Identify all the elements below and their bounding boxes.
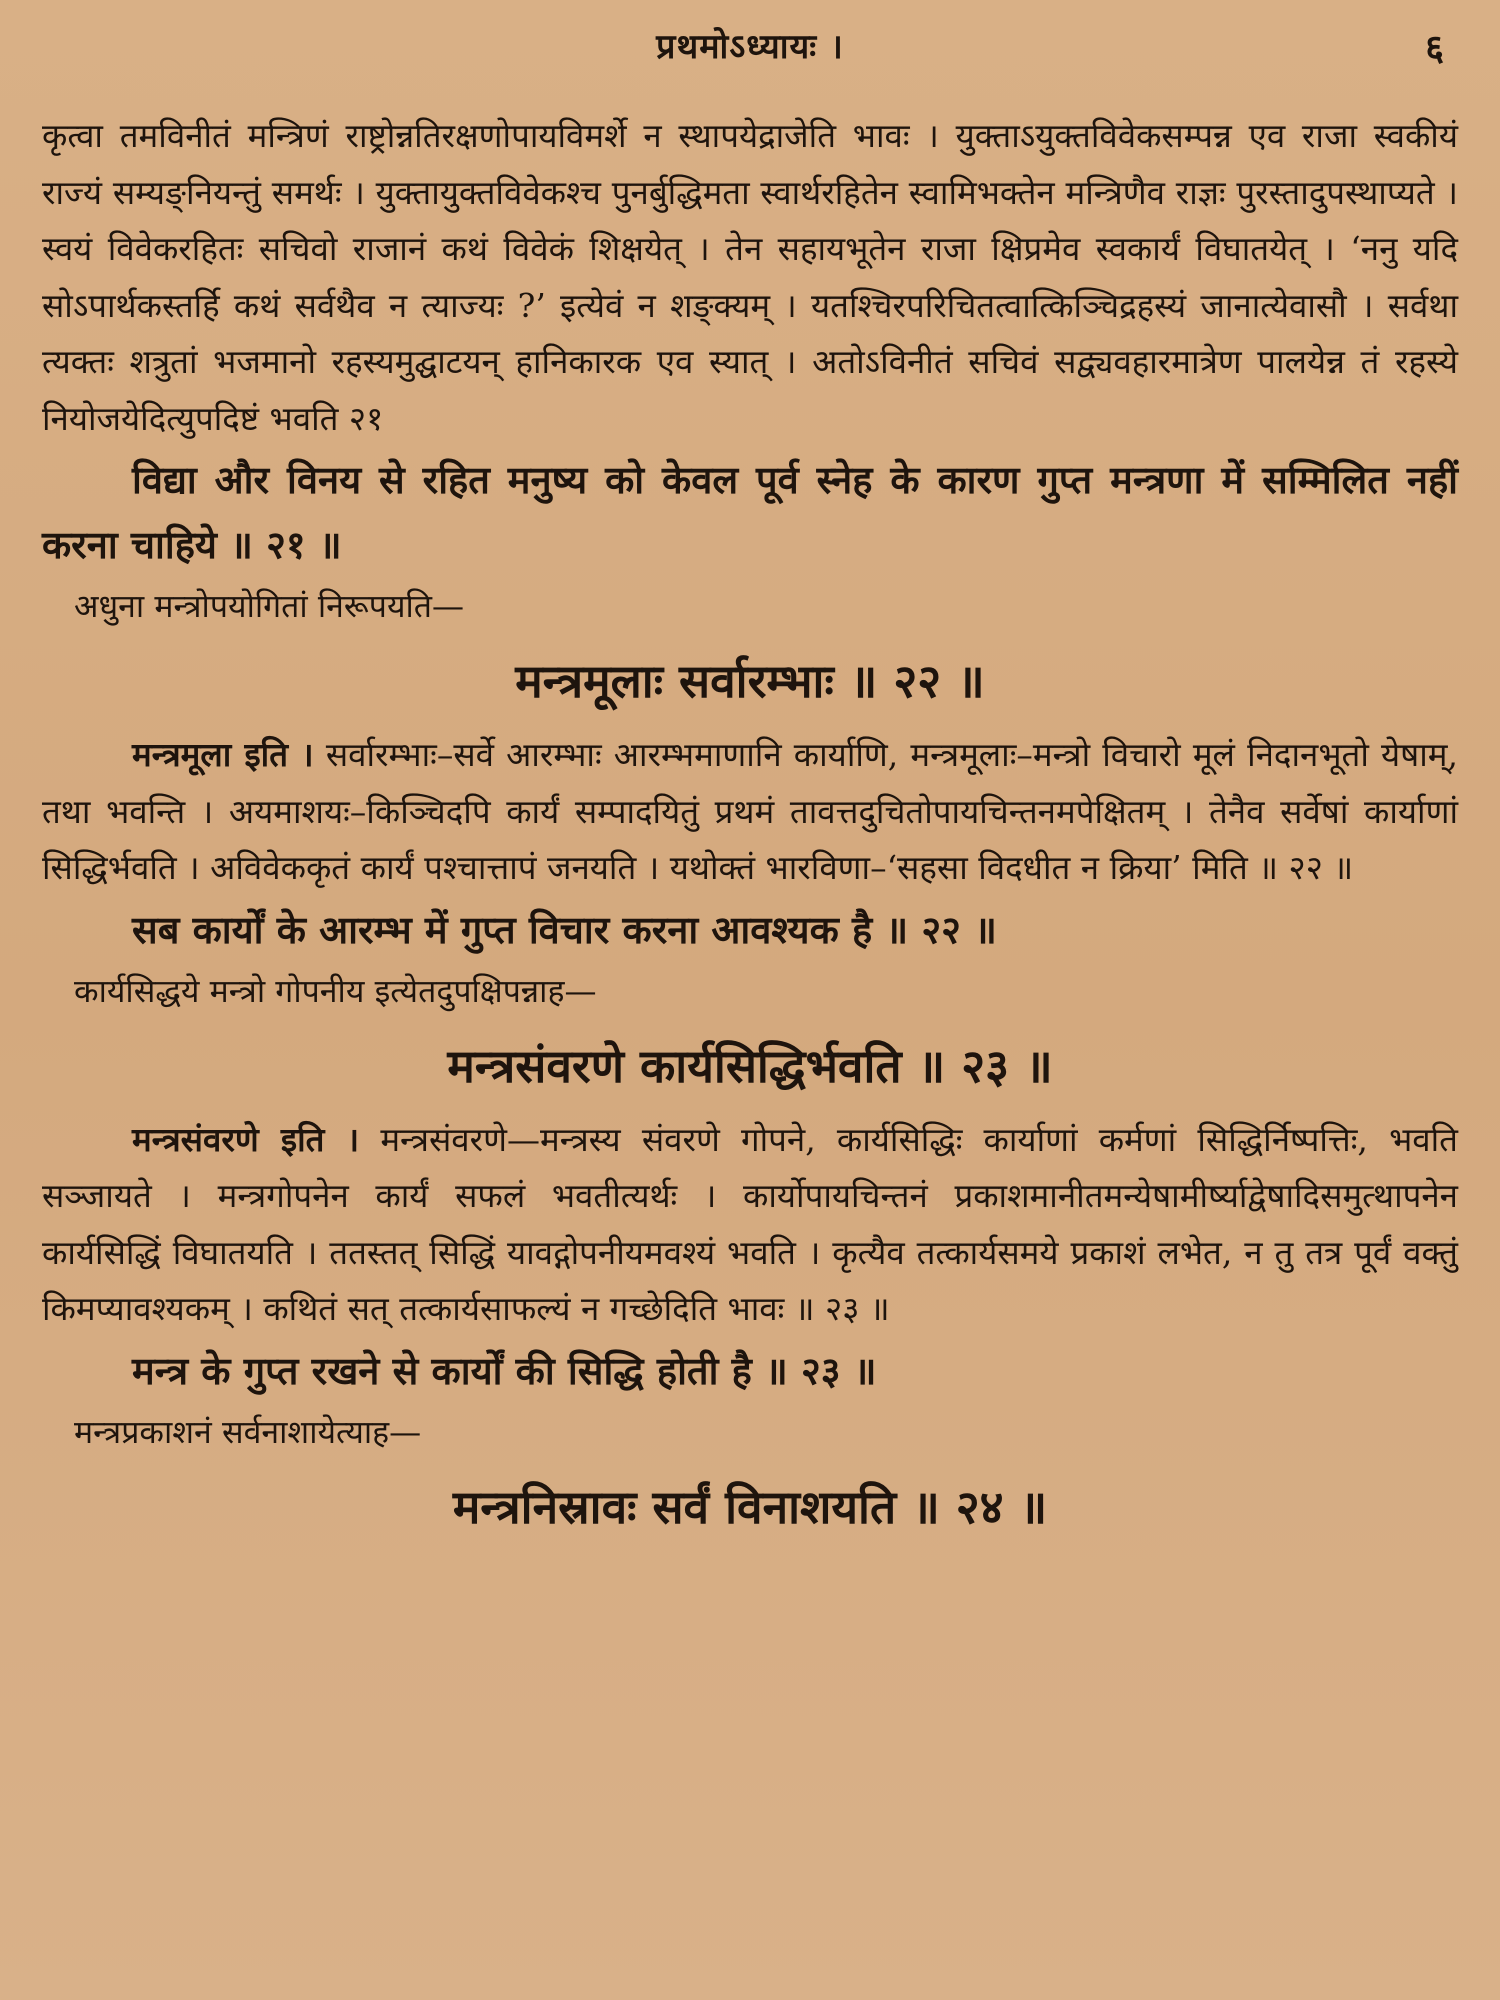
commentary-22-block (42, 727, 1458, 897)
sutra-24: मन्त्रनिस्रावः सर्वं विनाशयति ॥ २४ ॥ (452, 1479, 1048, 1534)
hindi-translation-22: सब कार्यों के आरम्भ में गुप्त विचार करना आवश्यक है ॥ २२ ॥ (132, 906, 997, 952)
page-header (42, 8, 1458, 108)
commentary-21: कृत्वा तमविनीतं मन्त्रिणं राष्ट्रोन्नतिरक्षणोपायविमर्शे न स्थापयेद्राजेति भावः । युक्ताऽयुक्तविवेकसम्पन्न एव राजा स्वकीयं राज्यं सम्यङ्नियन्तुं समर्थः । युक्तायुक्तविवेकश्च पुनर्बुद्धिमता स्वार्थरहितेन स्वामिभक्तेन मन्त्रिणैव राज्ञः पुरस्तादुपस्थाप्यते । स्वयं विवेकरहितः सचिवो राजानं कथं विवेकं शिक्षयेत् । तेन सहायभूतेन राजा क्षिप्रमेव स्वकार्यं विघातयेत् । ‘ननु यदि सोऽपार्थकस्तर्हि कथं सर्वथैव न त्याज्यः ?’ इत्येवं न शङ्क्यम् । यतश्चिरपरिचितत्वात्किञ्चिद्रहस्यं जानात्येवासौ । सर्वथा त्यक्तः शत्रुतां भजमानो रहस्यमुद्घाटयन् हानिकारक एव स्यात् । अतोऽविनीतं सचिवं सद्व्यवहारमात्रेण पालयेन्न तं रहस्ये नियोजयेदित्युपदिष्टं भवति २१ (42, 116, 1458, 438)
sutra-22: मन्त्रमूलाः सर्वारम्भाः ॥ २२ ॥ (515, 654, 985, 708)
commentary-23: मन्त्रसंवरणे—मन्त्रस्य संवरणे गोपने, कार्यसिद्धिः कार्याणां कर्मणां सिद्धिर्निष्पत्तिः, भवति सञ्जायते । मन्त्रगोपनेन कार्यं सफलं भवतीत्यर्थः । कार्योपायचिन्तनं प्रकाशमानीतमन्येषामीर्ष्याद्वेषादिसमुत्थापनेन कार्यसिद्धिं विघातयति । ततस्तत् सिद्धिं यावद्गोपनीयमवश्यं भवति । कृत्यैव तत्कार्यसमये प्रकाशं लभेत, न तु तत्र पूर्वं वक्तुं किमप्यावश्यकम् । कथितं सत् तत्कार्यसाफल्यं न गच्छेदिति भावः ॥ २३ ॥ (42, 1119, 1458, 1328)
intro-22: अधुना मन्त्रोपयोगितां निरूपयति— (74, 587, 465, 625)
commentary-23-block (42, 1112, 1458, 1338)
page-number: ६ (1425, 27, 1444, 69)
chapter-title: प्रथमोऽध्यायः । (656, 27, 844, 67)
sutra-23: मन्त्रसंवरणे कार्यसिद्धिर्भवति ॥ २३ ॥ (447, 1038, 1053, 1093)
commentary-22: सर्वारम्भाः–सर्वे आरम्भाः आरम्भमाणानि कार्याणि, मन्त्रमूलाः–मन्त्रो विचारो मूलं निदानभूतो येषाम्, तथा भवन्ति । अयमाशयः–किञ्चिदपि कार्यं सम्पादयितुं प्रथमं तावत्तदुचितोपायचिन्तनमपेक्षितम् । तेनैव सर्वेषां कार्याणां सिद्धिर्भवति । अविवेककृतं कार्यं पश्चात्तापं जनयति । यथोक्तं भारविणा–‘सहसा विदधीत न क्रिया’ मिति ॥ २२ ॥ (42, 735, 1458, 887)
hindi-translation-21: विद्या और विनय से रहित मनुष्य को केवल पूर्व स्नेह के कारण गुप्त मन्त्रणा में सम्मिलित नहीं करना चाहिये ॥ २१ ॥ (42, 457, 1458, 567)
hindi-translation-23: मन्त्र के गुप्त रखने से कार्यों की सिद्धि होती है ॥ २३ ॥ (132, 1347, 877, 1393)
intro-23: कार्यसिद्धये मन्त्रो गोपनीय इत्येतदुपक्षिपन्नाह— (74, 971, 597, 1010)
commentary-23-lead: मन्त्रसंवरणे इति । (132, 1119, 360, 1159)
commentary-22-lead: मन्त्रमूला इति । (132, 735, 314, 774)
intro-24: मन्त्रप्रकाशनं सर्वनाशायेत्याह— (74, 1412, 422, 1451)
